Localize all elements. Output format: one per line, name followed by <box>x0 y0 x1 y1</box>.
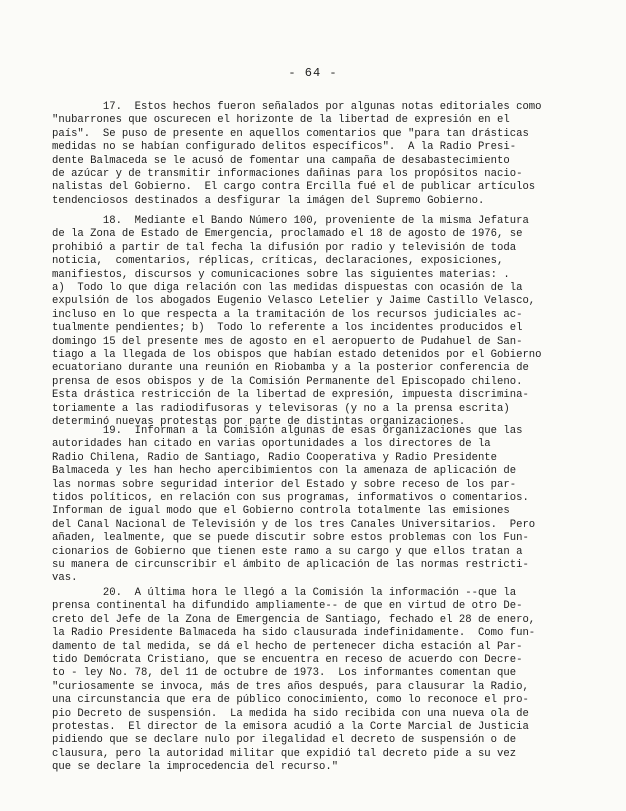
paragraph-line: cionarios de Gobierno que tienen este ramo a su cargo y que ellos tratan a <box>52 545 523 558</box>
paragraph-line: Balmaceda y les han hecho apercibimientos con la amenaza de aplicación de <box>52 465 517 478</box>
paragraph-line: las normas sobre seguridad interior del Estado y sobre receso de los par- <box>52 478 517 491</box>
paragraph-line: ecuatoriano durante una reunión en Riobamba y a la posterior conferencia de <box>52 362 529 375</box>
paragraph-line: toriamente a las radiodifusoras y televisoras (y no a la prensa escrita) <box>52 402 510 415</box>
paragraph-19 <box>52 425 536 586</box>
paragraph-line: incluso en lo que respecta a la tramitación de los recursos judiciales ac- <box>52 308 523 321</box>
paragraph-17 <box>52 101 542 208</box>
paragraph-18 <box>52 215 542 430</box>
paragraph-line: del Canal Nacional de Televisión y de los tres Canales Universitarios. Pero <box>52 518 536 531</box>
paragraph-line: tido Demócrata Cristiano, que se encuentra en receso de acuerdo con Decre- <box>52 654 523 667</box>
paragraph-line: vas. <box>52 572 78 585</box>
paragraph-line: creto del Jefe de la Zona de Emergencia de Santiago, fechado el 28 de enero, <box>52 613 536 626</box>
paragraph-line: pidiendo que se declare nulo por ilegalidad el decreto de suspensión o de <box>52 734 517 747</box>
paragraph-line: "curiosamente se invoca, más de tres años después, para clausurar la Radio, <box>52 680 529 693</box>
paragraph-line: de azúcar y de transmitir informaciones dañinas para los propósitos nacio- <box>52 168 523 181</box>
paragraph-line: determinó nuevas protestas por parte de distintas organizaciones. <box>52 416 466 429</box>
paragraph-line: a) Todo lo que diga relación con las medidas dispuestas con ocasión de la <box>52 282 523 295</box>
paragraph-line: su manera de circunscribir el ámbito de aplicación de las normas restricti- <box>52 559 529 572</box>
paragraph-line: damento de tal medida, se dá el hecho de pertenecer dicha estación al Par- <box>52 640 523 653</box>
paragraph-line: tidos políticos, en relación con sus programas, informativos o comentarios. <box>52 492 529 505</box>
paragraph-line: expulsión de los abogados Eugenio Velasco Letelier y Jaime Castillo Velasco, <box>52 295 536 308</box>
page-number: - 64 - <box>288 66 338 80</box>
paragraph-line: 18. Mediante el Bando Número 100, proveniente de la misma Jefatura <box>52 215 529 227</box>
paragraph-line: 17. Estos hechos fueron señalados por algunas notas editoriales como <box>52 101 542 113</box>
paragraph-line: tendenciosos destinados a desfigurar la imágen del Supremo Gobierno. <box>52 194 485 207</box>
paragraph-line: "nubarrones que oscurecen el horizonte de la libertad de expresión en el <box>52 114 510 127</box>
paragraph-line: noticia, comentarios, réplicas, críticas, declaraciones, exposiciones, <box>52 255 504 268</box>
paragraph-line: que se declare la improcedencia del recurso." <box>52 761 339 774</box>
paragraph-line: autoridades han citado en varias oportunidades a los directores de la <box>52 438 491 451</box>
paragraph-line: clausura, pero la autoridad militar que expidió tal decreto pide a su vez <box>52 747 517 760</box>
paragraph-line: prensa continental ha difundido ampliamente-- de que en virtud de otro De- <box>52 600 523 613</box>
paragraph-line: Informan de igual modo que el Gobierno controla totalmente las emisiones <box>52 505 510 518</box>
paragraph-line: manifiestos, discursos y comunicaciones sobre las siguientes materias: . <box>52 268 510 281</box>
paragraph-line: nalistas del Gobierno. El cargo contra Ercilla fué el de publicar artículos <box>52 181 536 194</box>
paragraph-line: prohibió a partir de tal fecha la difusión por radio y televisión de toda <box>52 241 517 254</box>
paragraph-line: 19. Informan a la Comisión algunas de esas organizaciones que las <box>52 425 523 437</box>
paragraph-line: Esta drástica restricción de la libertad de expresión, impuesta discrimina- <box>52 389 529 402</box>
paragraph-line: dente Balmaceda se le acusó de fomentar una campaña de desabastecimiento <box>52 154 510 167</box>
paragraph-line: medidas no se habían configurado delitos específicos". A la Radio Presi- <box>52 141 517 154</box>
paragraph-line: protestas. El director de la emisora acudió a la Corte Marcial de Justicia <box>52 721 529 734</box>
paragraph-line: prensa de esos obispos y de la Comisión Permanente del Episcopado chileno. <box>52 375 523 388</box>
paragraph-line: tiago a la llegada de los obispos que habían estado detenidos por el Gobierno <box>52 349 542 362</box>
paragraph-line: tualmente pendientes; b) Todo lo referente a los incidentes producidos el <box>52 322 523 335</box>
paragraph-line: Radio Chilena, Radio de Santiago, Radio Cooperativa y Radio Presidente <box>52 451 498 464</box>
paragraph-line: domingo 15 del presente mes de agosto en el aeropuerto de Pudahuel de San- <box>52 335 523 348</box>
paragraph-line: 20. A última hora le llegó a la Comisión la información --que la <box>52 587 517 599</box>
paragraph-line: to - ley No. 78, del 11 de octubre de 1973. Los informantes comentan que <box>52 667 517 680</box>
paragraph-line: país". Se puso de presente en aquellos comentarios que "para tan drásticas <box>52 127 529 140</box>
paragraph-line: una circunstancia que era de público conocimiento, como lo reconoce el pro- <box>52 694 529 707</box>
paragraph-line: añaden, lealmente, que se puede discutir sobre estos problemas con los Fun- <box>52 532 529 545</box>
paragraph-line: de la Zona de Estado de Emergencia, proclamado el 18 de agosto de 1976, se <box>52 228 523 241</box>
paragraph-20 <box>52 587 536 775</box>
paragraph-line: la Radio Presidente Balmaceda ha sido clausurada indefinidamente. Como fun- <box>52 627 536 640</box>
paragraph-line: pio Decreto de suspensión. La medida ha sido recibida con una nueva ola de <box>52 707 529 720</box>
